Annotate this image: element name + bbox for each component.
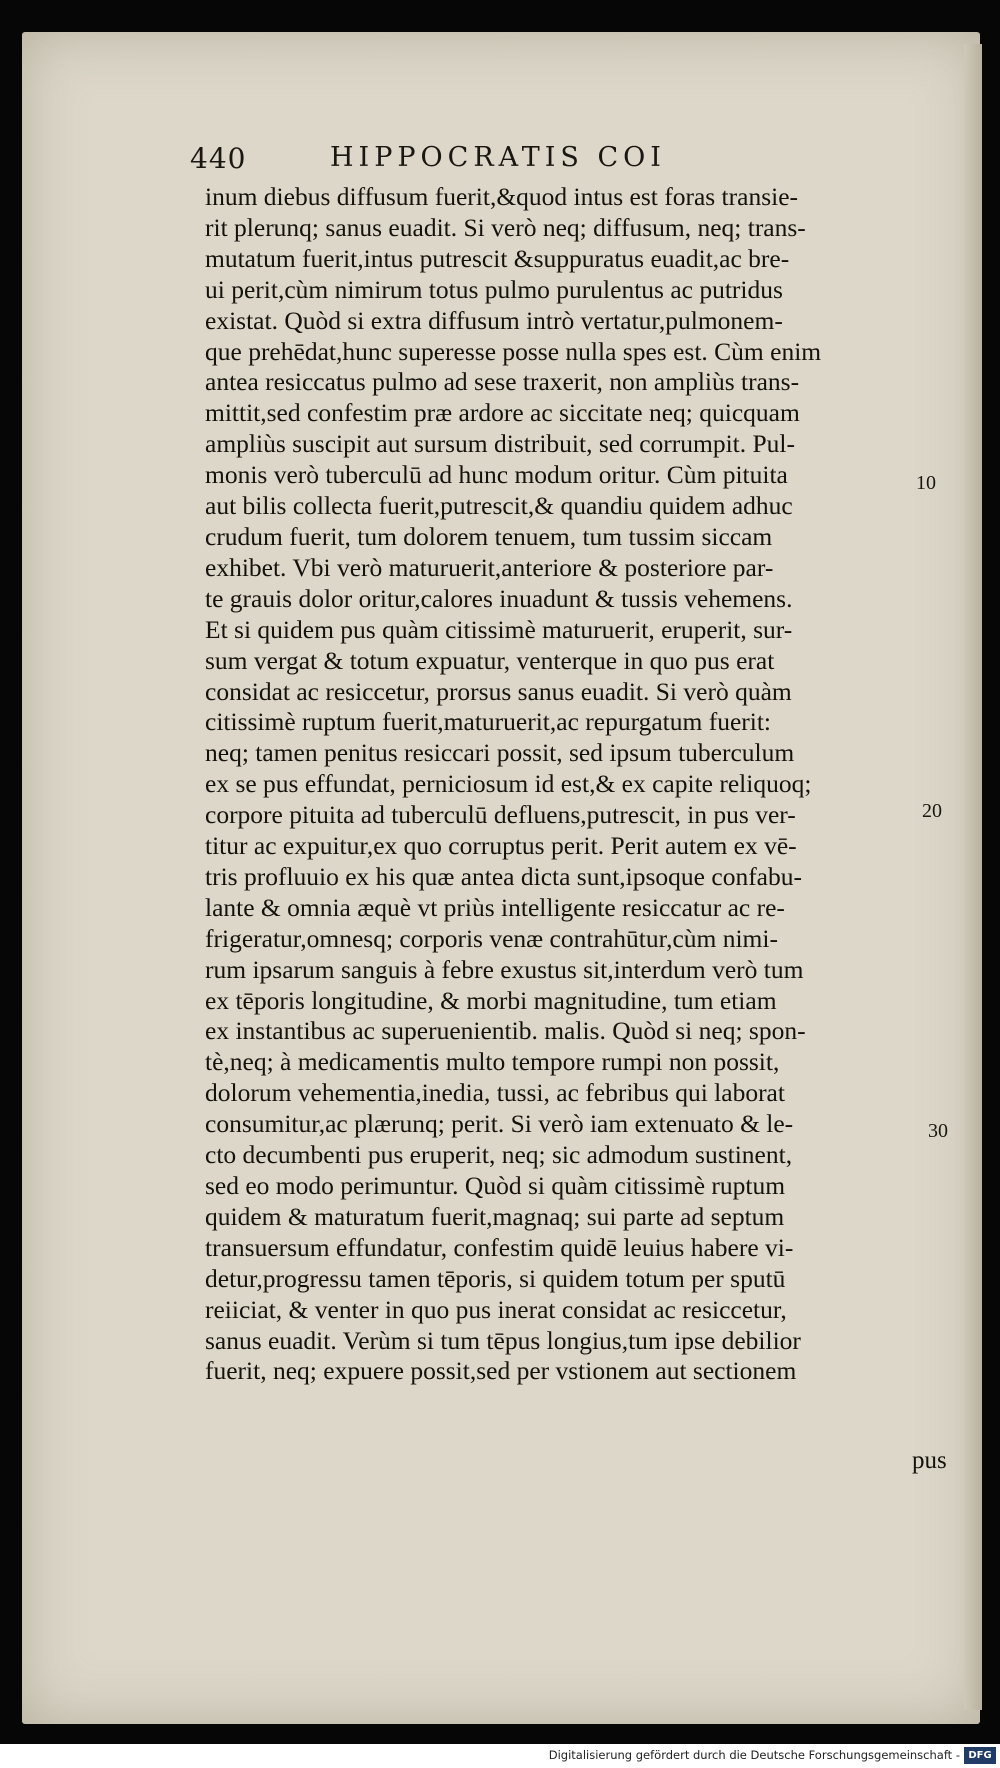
text-line: ampliùs suscipit aut sursum distribuit, sed corrumpit. Pul- (205, 429, 796, 459)
text-line: Et si quidem pus quàm citissimè maturuerit, eruperit, sur- (205, 614, 793, 644)
catchword: pus (912, 1447, 947, 1474)
margin-line-number: 30 (928, 1120, 948, 1142)
text-line: quidem & maturatum fuerit,magnaq; sui parte ad septum (205, 1201, 785, 1231)
text-line: te grauis dolor oritur,calores inuadunt & tussis vehemens. (205, 583, 793, 613)
text-line: existat. Quòd si extra diffusum intrò vertatur,pulmonem- (205, 305, 783, 335)
text-line: mittit,sed confestim præ ardore ac siccitate neq; quicquam (205, 398, 800, 428)
margin-line-number: 10 (916, 472, 936, 494)
text-line: exhibet. Vbi verò maturuerit,anteriore & posteriore par- (205, 552, 774, 582)
text-line: dolorum vehementia,inedia, tussi, ac febribus qui laborat (205, 1078, 785, 1108)
text-line: sanus euadit. Verùm si tum tēpus longius,tum ipse debilior (205, 1325, 801, 1355)
text-line: ex se pus effundat, perniciosum id est,& ex capite reliquoq; (205, 769, 812, 799)
text-line: citissimè ruptum fuerit,maturuerit,ac repurgatum fuerit: (205, 707, 772, 737)
text-line: titur ac expuitur,ex quo corruptus perit. Perit autem ex vē- (205, 831, 797, 861)
text-line: cto decumbenti pus eruperit, neq; sic admodum sustinent, (205, 1140, 793, 1170)
text-line: crudum fuerit, tum dolorem tenuem, tum tussim siccam (205, 521, 773, 551)
margin-line-number: 20 (922, 800, 942, 822)
text-line: lante & omnia æquè vt priùs intelligente resiccatur ac re- (205, 892, 785, 922)
text-line: consumitur,ac plærunq; perit. Si verò iam extenuato & le- (205, 1109, 794, 1139)
page-header (190, 142, 810, 182)
text-line: tè,neq; à medicamentis multo tempore rumpi non possit, (205, 1047, 780, 1077)
body-text (205, 182, 925, 1387)
running-title: HIPPOCRATIS COI (330, 142, 666, 173)
text-line: monis verò tuberculū ad hunc modum oritur. Cùm pituita (205, 460, 788, 490)
text-line: sed eo modo perimuntur. Quòd si quàm citissimè ruptum (205, 1171, 786, 1200)
digitization-credit: Digitalisierung gefördert durch die Deutsche Forschungsgemeinschaft - (548, 1748, 960, 1762)
page-edge (964, 44, 982, 1710)
text-line: rit plerunq; sanus euadit. Si verò neq; diffusum, neq; trans- (205, 212, 806, 242)
text-line: detur,progressu tamen tēporis, si quidem totum per sputū (205, 1263, 786, 1293)
text-line: transuersum effundatur, confestim quidē leuius habere vi- (205, 1232, 794, 1262)
text-line: ex instantibus ac superuenientib. malis. Quòd si neq; spon- (205, 1016, 806, 1046)
text-line: considat ac resiccetur, prorsus sanus euadit. Si verò quàm (205, 676, 792, 706)
dfg-logo-icon: DFG (964, 1747, 996, 1764)
text-line: frigeratur,omnesq; corporis venæ contrahūtur,cùm nimi- (205, 923, 778, 953)
text-line: sum vergat & totum expuatur, venterque in quo pus erat (205, 645, 775, 675)
text-line: fuerit, neq; expuere possit,sed per vstionem aut sectionem (205, 1356, 797, 1386)
text-line: rum ipsarum sanguis à febre exustus sit,interdum verò tum (205, 954, 804, 984)
text-line: ex tēporis longitudine, & morbi magnitudine, tum etiam (205, 985, 777, 1015)
text-line: inum diebus diffusum fuerit,&quod intus est foras transie- (205, 182, 799, 211)
text-line: tris profluuio ex his quæ antea dicta sunt,ipsoque confabu- (205, 861, 802, 891)
text-line: que prehēdat,hunc superesse posse nulla spes est. Cùm enim (205, 336, 822, 366)
page-number: 440 (190, 142, 247, 175)
text-line: neq; tamen penitus resiccari possit, sed ipsum tuberculum (205, 738, 795, 768)
text-line: antea resiccatus pulmo ad sese traxerit, non ampliùs trans- (205, 367, 800, 397)
text-line: corpore pituita ad tuberculū defluens,putrescit, in pus ver- (205, 800, 796, 830)
text-line: aut bilis collecta fuerit,putrescit,& quandiu quidem adhuc (205, 491, 793, 521)
text-line: ui perit,cùm nimirum totus pulmo purulentus ac putridus (205, 274, 783, 304)
text-line: reiiciat, & venter in quo pus inerat considat ac resiccetur, (205, 1294, 787, 1324)
footer-bar (0, 1744, 1000, 1768)
text-line: mutatum fuerit,intus putrescit &suppuratus euadit,ac bre- (205, 243, 790, 273)
